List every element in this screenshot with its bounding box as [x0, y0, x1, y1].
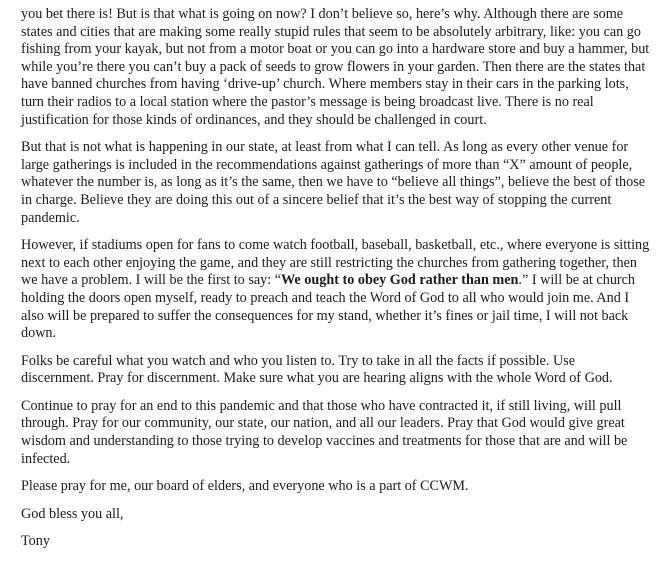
quote-obey-god: We ought to obey God rather than men	[281, 272, 519, 289]
paragraph-continue-to-pray: Continue to pray for an end to this pandemic and that those who have contracted it, if still living, will pull through. Pray for our community, our state, our nation, and all our leaders. Pray that God would give great wisdom and understanding to those trying to develop vaccines and treatments for those that are and will be infected.	[21, 397, 628, 467]
paragraph-stadiums-text-before: However, if stadiums open for fans to come watch football, baseball, basketball, etc., where everyone is sitting next to each other enjoying the game, and they are still restricting the churches from gathering together, then we have a problem. I will be the first to say: “	[21, 237, 650, 289]
paragraph-pray-for-me: Please pray for me, our board of elders, and everyone who is a part of CCWM.	[21, 478, 469, 495]
letter-body	[21, 6, 651, 561]
closing-line: God bless you all,	[21, 505, 124, 522]
signature: Tony	[21, 533, 50, 550]
paragraph-stadiums-text-after: .” I will be at church holding the doors open myself, ready to preach and teach the Word of God to all who would join me. And I also will be prepared to suffer the consequences for my stand, whether it’s fines or jail time, I will not back down.	[21, 272, 636, 342]
paragraph-stadiums	[21, 237, 651, 343]
paragraph-stupid-rules: you bet there is! But is that what is going on now? I don’t believe so, here’s why. Although there are some states and cities that are making some really stupid rules that seem to be absolutely arbitrary, like: you can go fishing from your kayak, but not from a motor boat or you can go into a hardware store and buy a hammer, but while you’re there you can’t buy a pack of seeds to grow flowers in your garden. Then there are the states that have banned churches from having ‘drive-up’ church. Where members stay in their cars in the parking lots, turn their radios to a local station where the pastor’s message is being broadcast live. There is no real justification for those kinds of ordinances, and they should be challenged in court.	[21, 6, 650, 128]
paragraph-our-state: But that is not what is happening in our state, at least from what I can tell. As long as every other venue for large gatherings is included in the recommendations against gatherings of more than “X” amount of people, whatever the number is, as long as it’s the same, then we have to “believe all things”, believe the best of those in charge. Believe they are doing this out of a sincere belief that it’s the best way of stopping the current pandemic.	[21, 139, 646, 226]
paragraph-discernment: Folks be careful what you watch and who you listen to. Try to take in all the facts if possible. Use discernment. Pray for discernment. Make sure what you are hearing aligns with the whole Word of God.	[21, 352, 613, 387]
